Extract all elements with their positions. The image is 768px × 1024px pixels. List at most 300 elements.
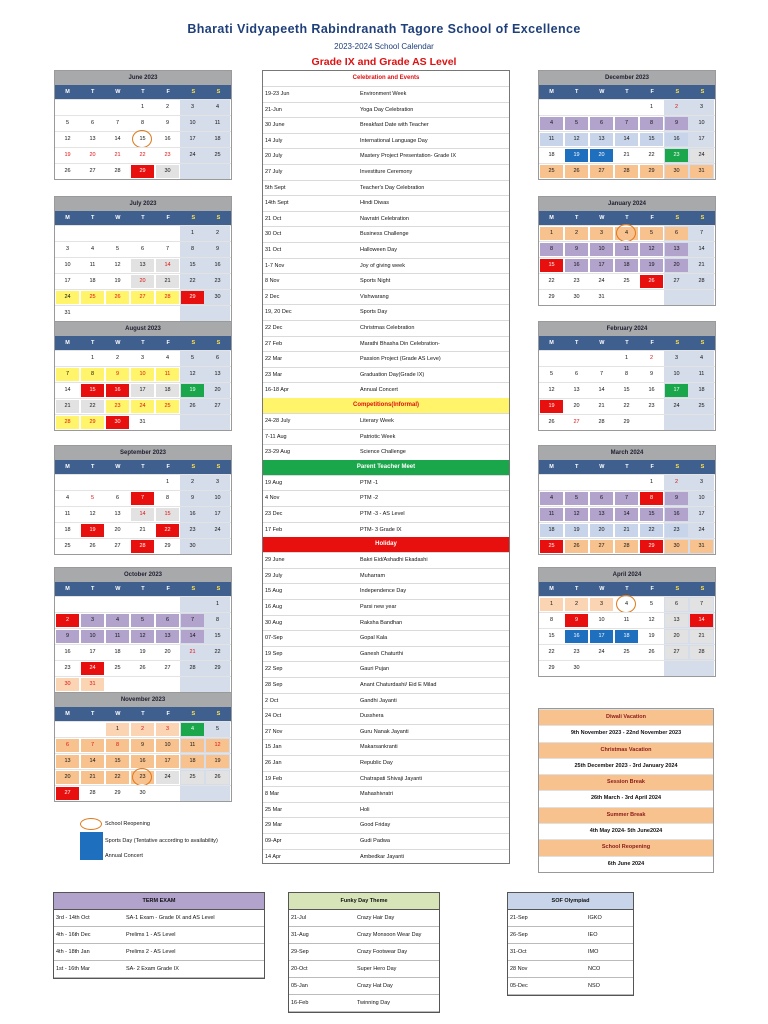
row-value: NCO <box>588 966 601 972</box>
weekday-label: W <box>599 464 605 470</box>
weekday-label: S <box>700 586 705 592</box>
day-cell: 13 <box>131 259 154 272</box>
day-cell: 4 <box>165 355 170 361</box>
row-value: IEO <box>588 932 598 938</box>
term-row <box>54 910 264 927</box>
event-name: Holi <box>360 806 370 813</box>
day-cell: 23 <box>665 524 688 537</box>
day-cell: 5 <box>90 495 95 501</box>
event-date: 23 Dec <box>265 511 283 517</box>
day-cell: 24 <box>598 649 605 655</box>
day-cell: 27 <box>665 646 688 659</box>
day-cell: 18 <box>214 136 221 142</box>
day-cell: 10 <box>64 262 71 268</box>
row-date: 20-Oct <box>291 966 308 972</box>
day-cell: 20 <box>590 149 613 162</box>
orange-circle-icon <box>80 818 102 830</box>
event-date: 29 June <box>265 557 285 564</box>
row-value: Super Hero Day <box>357 966 397 972</box>
day-cell: 11 <box>615 243 638 256</box>
event-date: 07-Sep <box>265 635 283 642</box>
day-cell: 8 <box>215 617 220 623</box>
day-cell: 22 <box>640 524 663 537</box>
day-cell: 25 <box>114 665 121 671</box>
weekday-header <box>55 336 231 350</box>
day-cell: 5 <box>565 117 588 130</box>
vacation-title: Christmas Vacation <box>539 742 713 758</box>
day-cell: 17 <box>64 278 71 284</box>
day-cell: 30 <box>214 294 221 300</box>
day-cell: 31 <box>64 310 71 316</box>
day-cell: 9 <box>165 120 170 126</box>
holiday-row <box>263 630 509 647</box>
competition-header: Competitions(Informal) <box>263 398 509 413</box>
event-date: 14 Apr <box>265 853 281 860</box>
day-cell: 21 <box>81 771 104 784</box>
row-value: Crazy Hair Day <box>357 915 395 921</box>
event-name: Gudi Padwa <box>360 838 390 844</box>
day-cell: 2 <box>565 227 588 240</box>
month-8 <box>538 321 716 431</box>
row-value: NSO <box>588 983 600 989</box>
day-cell: 21 <box>623 152 630 158</box>
weekday-label: M <box>549 464 554 470</box>
event-date: 24-28 July <box>265 418 291 424</box>
funky-day-table <box>288 892 440 1013</box>
day-cell: 28 <box>89 790 96 796</box>
event-date: 2 Oct <box>265 697 279 704</box>
month-title: July 2023 <box>55 197 231 211</box>
day-cell: 9 <box>106 368 129 381</box>
day-cell: 5 <box>215 726 220 732</box>
day-cell: 5 <box>549 371 554 377</box>
weekday-label: S <box>191 340 196 346</box>
event-name: Gandhi Jayanti <box>360 697 397 704</box>
day-cell: 19 <box>114 278 121 284</box>
weekday-label: M <box>549 586 554 592</box>
event-name: Muharram <box>360 572 386 579</box>
day-cell: 10 <box>81 630 104 643</box>
event-name: Hindi Diwas <box>360 200 390 207</box>
day-cell: 24 <box>690 149 713 162</box>
row-value: Twinning Day <box>357 1000 391 1006</box>
row-date: 4th - 16th Dec <box>56 932 91 938</box>
day-cell: 26 <box>565 165 588 178</box>
event-name: Raksha Bandhan <box>360 619 403 626</box>
event-date: 27 Nov <box>265 728 283 735</box>
day-cell: 21 <box>189 649 196 655</box>
weekday-label: M <box>65 464 70 470</box>
weekday-label: F <box>650 586 654 592</box>
day-cell: 22 <box>548 649 555 655</box>
row-date: 26-Sep <box>510 932 528 938</box>
event-name: Sports Day <box>360 309 388 316</box>
vacation-table <box>538 708 714 873</box>
event-date: 19 Feb <box>265 775 283 782</box>
day-cell: 8 <box>640 492 663 505</box>
holiday-row <box>263 599 509 616</box>
day-cell: 31 <box>81 678 104 691</box>
day-cell: 17 <box>189 136 196 142</box>
event-name: Christmas Celebration <box>360 325 415 331</box>
event-name: Parsi new year <box>360 604 397 610</box>
event-name: Sports Night <box>360 278 391 285</box>
event-name: PTM -1 <box>360 479 379 486</box>
weekday-label: T <box>625 586 629 592</box>
event-name: Breakfast Date with Teacher <box>360 122 429 129</box>
celebration-row <box>263 195 509 212</box>
row-date: 31-Oct <box>510 949 527 955</box>
day-cell: 16 <box>164 136 171 142</box>
vacation-title: Diwali Vacation <box>539 709 713 725</box>
vacation-title: School Reopening <box>539 839 713 855</box>
holiday-row <box>263 708 509 725</box>
day-cell: 28 <box>131 540 154 553</box>
day-cell: 6 <box>574 371 579 377</box>
event-date: 27 July <box>265 169 283 175</box>
row-date: 31-Aug <box>291 932 309 938</box>
day-cell: 18 <box>615 259 638 272</box>
day-cell: 9 <box>215 246 220 252</box>
day-cell: 5 <box>649 601 654 607</box>
weekday-label: T <box>91 711 95 717</box>
day-cell: 1 <box>649 104 654 110</box>
event-name: Business Challenge <box>360 231 409 238</box>
day-cell: 30 <box>156 165 179 178</box>
day-cell: 17 <box>698 136 705 142</box>
weekday-label: T <box>575 215 579 221</box>
day-cell: 10 <box>598 617 605 623</box>
competition-row <box>263 413 509 430</box>
event-name: Ambedkar Jayanti <box>360 853 405 860</box>
day-cell: 10 <box>156 739 179 752</box>
event-name: PTM -3 - AS Level <box>360 511 405 517</box>
weekday-label: W <box>115 586 121 592</box>
weekday-label: T <box>575 340 579 346</box>
day-cell: 30 <box>665 165 688 178</box>
day-cell: 24 <box>698 527 705 533</box>
funky-title: Funky Day Theme <box>289 893 439 910</box>
day-cell: 25 <box>698 403 705 409</box>
event-name: Anant Chaturdashi/ Eid E Milad <box>360 682 437 688</box>
school-title: Bharati Vidyapeeth Rabindranath Tagore School of Excellence <box>187 22 581 36</box>
day-cell: 26 <box>648 649 655 655</box>
day-cell: 12 <box>206 739 229 752</box>
event-name: Independence Day <box>360 588 407 595</box>
day-cell: 22 <box>648 152 655 158</box>
day-cell: 15 <box>214 633 221 639</box>
day-cell: 15 <box>640 133 663 146</box>
day-cell: 9 <box>649 371 654 377</box>
day-cell: 15 <box>548 633 555 639</box>
day-cell: 21 <box>698 262 705 268</box>
weekday-label: S <box>700 340 705 346</box>
weekday-label: W <box>115 464 121 470</box>
day-cell: 7 <box>165 246 170 252</box>
day-cell: 16 <box>131 755 154 768</box>
day-cell: 22 <box>623 403 630 409</box>
celebration-row <box>263 148 509 165</box>
event-date: 30 Aug <box>265 619 283 626</box>
day-cell: 17 <box>590 630 613 643</box>
day-cell: 30 <box>139 790 146 796</box>
day-cell: 21 <box>139 527 146 533</box>
event-date: 19 Aug <box>265 479 283 486</box>
day-cell: 23 <box>573 649 580 655</box>
day-cell: 15 <box>540 259 563 272</box>
day-cell: 14 <box>156 259 179 272</box>
day-cell: 3 <box>215 479 220 485</box>
day-cell: 6 <box>665 598 688 611</box>
event-name: Makarsankranti <box>360 744 398 751</box>
day-cell: 25 <box>214 152 221 158</box>
weekday-label: M <box>65 340 70 346</box>
day-cell: 17 <box>698 511 705 517</box>
weekday-label: W <box>115 711 121 717</box>
day-cell: 29 <box>81 416 104 429</box>
weekday-label: T <box>141 89 145 95</box>
event-name: Gauri Pujan <box>360 666 390 673</box>
event-name: International Language Day <box>360 137 428 144</box>
vacation-dates: 26th March - 3rd April 2024 <box>539 790 713 806</box>
event-date: 14th Sept <box>265 200 289 207</box>
day-cell: 21 <box>615 524 638 537</box>
day-cell: 23 <box>131 771 154 784</box>
day-cell: 16 <box>64 649 71 655</box>
day-cell: 27 <box>590 165 613 178</box>
month-title: September 2023 <box>55 446 231 460</box>
weekday-label: T <box>141 711 145 717</box>
day-cell: 23 <box>648 403 655 409</box>
event-date: 29 Mar <box>265 822 283 829</box>
weekday-label: S <box>675 215 680 221</box>
holiday-row <box>263 802 509 819</box>
day-cell: 16 <box>189 511 196 517</box>
celebration-row <box>263 133 509 150</box>
sof-row <box>508 910 633 927</box>
day-cell: 14 <box>615 508 638 521</box>
day-cell: 18 <box>89 278 96 284</box>
event-name: Science Challenge <box>360 449 406 456</box>
vacation-title: Session Break <box>539 774 713 790</box>
day-cell: 26 <box>189 403 196 409</box>
day-cell: 20 <box>214 387 221 393</box>
event-name: Vishwarang <box>360 293 389 300</box>
event-name: Marathi Bhasha Din Celebration- <box>360 340 440 347</box>
day-cell: 3 <box>674 355 679 361</box>
celebration-row <box>263 336 509 353</box>
day-cell: 22 <box>139 152 146 158</box>
term-row <box>54 944 264 961</box>
event-name: Dusshera <box>360 713 384 720</box>
term-exam-table <box>53 892 265 979</box>
row-value: SA- 2 Exam Grade IX <box>126 966 179 972</box>
day-cell: 7 <box>615 117 638 130</box>
event-date: 20 July <box>265 153 283 160</box>
month-4 <box>54 567 232 693</box>
celebration-header: Celebration and Events <box>263 71 509 86</box>
day-cell: 28 <box>189 665 196 671</box>
day-cell: 27 <box>164 665 171 671</box>
day-cell: 3 <box>81 614 104 627</box>
day-cell: 29 <box>640 540 663 553</box>
day-cell: 2 <box>56 614 79 627</box>
day-cell: 2 <box>215 230 220 236</box>
day-cell: 29 <box>623 419 630 425</box>
day-cell: 24 <box>598 278 605 284</box>
event-name: Halloween Day <box>360 247 397 253</box>
weekday-label: S <box>191 215 196 221</box>
day-cell: 3 <box>590 598 613 611</box>
day-cell: 4 <box>181 723 204 736</box>
event-date: 31 Oct <box>265 247 282 253</box>
day-cell: 20 <box>573 403 580 409</box>
day-cell: 7 <box>81 739 104 752</box>
weekday-label: S <box>675 89 680 95</box>
day-cell: 6 <box>590 117 613 130</box>
event-date: 22 Mar <box>265 356 283 363</box>
day-cell: 3 <box>140 355 145 361</box>
day-cell: 26 <box>89 543 96 549</box>
day-cell: 3 <box>65 246 70 252</box>
weekday-label: S <box>675 586 680 592</box>
event-date: 4 Nov <box>265 495 280 502</box>
row-value: Crazy Hat Day <box>357 983 393 989</box>
event-name: Annual Concert <box>360 387 398 394</box>
holiday-row <box>263 833 509 850</box>
day-cell: 8 <box>165 495 170 501</box>
event-name: Navratri Celebration <box>360 215 409 222</box>
day-cell: 16 <box>106 384 129 397</box>
day-cell: 8 <box>81 368 104 381</box>
day-cell: 21 <box>156 275 179 288</box>
weekday-header <box>539 85 715 99</box>
weekday-label: S <box>700 89 705 95</box>
day-cell: 25 <box>540 540 563 553</box>
day-cell: 7 <box>615 492 638 505</box>
day-cell: 6 <box>115 495 120 501</box>
day-cell: 17 <box>156 755 179 768</box>
day-cell: 19 <box>139 649 146 655</box>
day-cell: 5 <box>190 355 195 361</box>
weekday-header <box>55 211 231 225</box>
celebration-row <box>263 382 509 399</box>
event-date: 26 Jan <box>265 760 282 766</box>
weekday-label: F <box>650 340 654 346</box>
holiday-row <box>263 755 509 772</box>
weekday-header <box>539 460 715 474</box>
holiday-row <box>263 693 509 710</box>
day-cell: 10 <box>189 120 196 126</box>
day-cell: 6 <box>90 120 95 126</box>
day-cell: 7 <box>131 492 154 505</box>
celebration-row <box>263 304 509 321</box>
event-date: 28 Sep <box>265 682 283 688</box>
day-cell: 14 <box>598 387 605 393</box>
celebration-row <box>263 273 509 290</box>
holiday-row <box>263 615 509 632</box>
weekday-label: W <box>599 340 605 346</box>
day-cell: 8 <box>549 617 554 623</box>
weekday-label: T <box>91 464 95 470</box>
day-cell: 20 <box>665 630 688 643</box>
day-cell: 12 <box>131 630 154 643</box>
row-value: Prelims 2 - AS Level <box>126 949 176 955</box>
day-cell: 20 <box>590 524 613 537</box>
funky-row <box>289 961 439 978</box>
day-cell: 13 <box>665 243 688 256</box>
weekday-label: T <box>141 340 145 346</box>
day-cell: 31 <box>598 294 605 300</box>
day-cell: 12 <box>565 508 588 521</box>
day-cell: 12 <box>89 511 96 517</box>
day-cell: 27 <box>573 419 580 425</box>
row-date: 29-Sep <box>291 949 309 955</box>
day-cell: 1 <box>649 479 654 485</box>
event-name: Graduation Day(Grade IX) <box>360 371 425 378</box>
row-date: 16-Feb <box>291 1000 309 1006</box>
day-cell: 28 <box>598 419 605 425</box>
day-cell: 17 <box>89 649 96 655</box>
legend-label: School Reopening <box>105 821 150 827</box>
day-cell: 24 <box>189 152 196 158</box>
day-cell: 29 <box>548 665 555 671</box>
event-date: 19-23 Jun <box>265 91 290 97</box>
row-value: IGKO <box>588 915 602 921</box>
term-title: TERM EXAM <box>54 893 264 910</box>
month-title: February 2024 <box>539 322 715 336</box>
day-cell: 1 <box>540 598 563 611</box>
day-cell: 6 <box>56 739 79 752</box>
day-cell: 28 <box>615 165 638 178</box>
day-cell: 1 <box>165 479 170 485</box>
event-date: 1-7 Nov <box>265 262 285 269</box>
day-cell: 26 <box>640 275 663 288</box>
month-title: June 2023 <box>55 71 231 85</box>
day-cell: 24 <box>56 291 79 304</box>
day-cell: 18 <box>540 524 563 537</box>
ptm-header: Parent Teacher Meet <box>263 460 509 475</box>
day-cell: 11 <box>106 630 129 643</box>
event-date: 30 June <box>265 122 285 129</box>
month-3 <box>54 445 232 555</box>
weekday-label: S <box>216 711 221 717</box>
day-cell: 5 <box>640 227 663 240</box>
day-cell: 28 <box>56 416 79 429</box>
day-cell: 25 <box>81 291 104 304</box>
holiday-row <box>263 583 509 600</box>
weekday-label: T <box>141 464 145 470</box>
day-cell: 29 <box>131 165 154 178</box>
vacation-dates: 25th December 2023 - 3rd January 2024 <box>539 758 713 774</box>
day-cell: 27 <box>114 543 121 549</box>
weekday-label: F <box>166 215 170 221</box>
event-name: Passion Project (Grade AS Leve) <box>360 356 441 363</box>
month-title: October 2023 <box>55 568 231 582</box>
day-cell: 17 <box>590 259 613 272</box>
day-cell: 14 <box>698 246 705 252</box>
day-cell: 18 <box>181 755 204 768</box>
weekday-label: S <box>191 464 196 470</box>
event-date: 25 Mar <box>265 806 283 813</box>
weekday-label: T <box>625 340 629 346</box>
competition-row <box>263 444 509 461</box>
celebration-row <box>263 320 509 337</box>
day-cell: 7 <box>115 120 120 126</box>
celebration-row <box>263 226 509 243</box>
day-cell: 28 <box>114 168 121 174</box>
holiday-row <box>263 849 509 866</box>
